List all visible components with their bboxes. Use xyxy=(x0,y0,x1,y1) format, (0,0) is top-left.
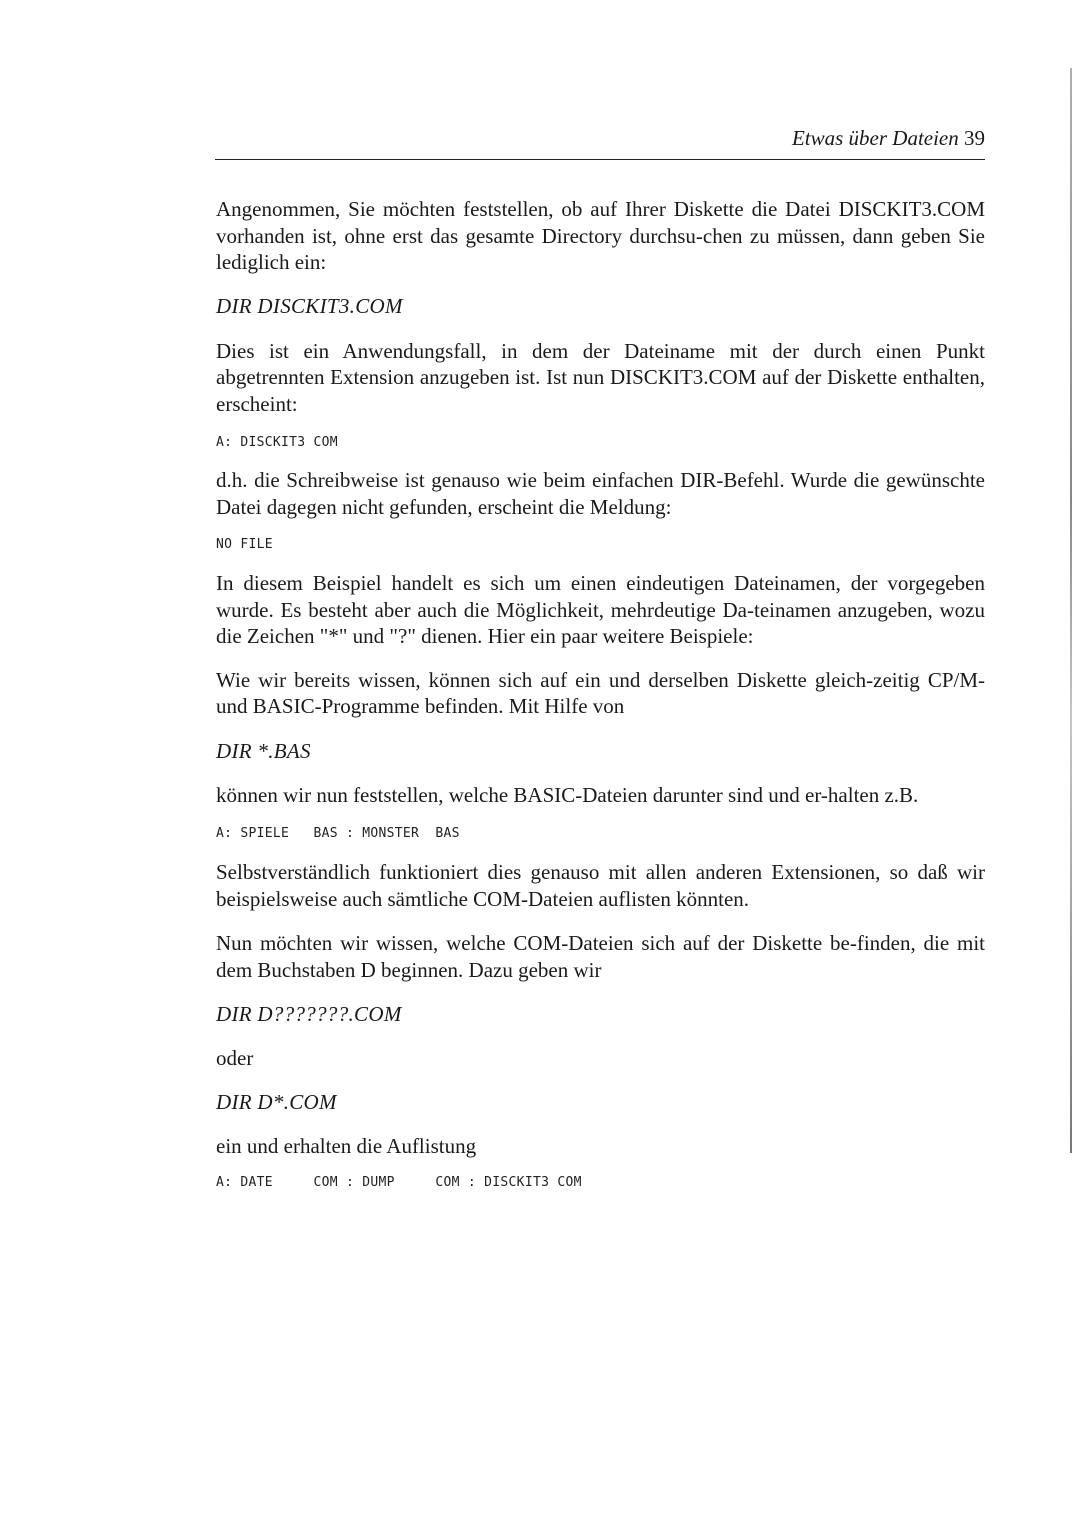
page-body xyxy=(216,196,985,1192)
paragraph-auflistung: ein und erhalten die Auflistung xyxy=(216,1133,477,1158)
output-no-file: NO FILE xyxy=(216,537,273,552)
page-number: 39 xyxy=(964,126,985,150)
paragraph-com-dateien: Nun möchten wir wissen, welche COM-Dateien sich auf der Diskette be-finden, die mit dem Buchstaben D beginnen. Dazu geben wir xyxy=(216,931,985,982)
command-dir-bas: DIR *.BAS xyxy=(216,738,311,763)
paragraph-basic-dateien: können wir nun feststellen, welche BASIC-Dateien darunter sind und er-halten z.B. xyxy=(216,782,919,807)
scan-edge-line xyxy=(1070,68,1072,1153)
command-dir-disckit3: DIR DISCKIT3.COM xyxy=(216,293,403,318)
command-dir-d-star: DIR D*.COM xyxy=(216,1089,337,1114)
paragraph-bereits-wissen: Wie wir bereits wissen, können sich auf ein und derselben Diskette gleich-zeitig CP/M- und BASIC-Programme befinden. Mit Hilfe von xyxy=(216,667,985,718)
output-date-dump-disckit3: A: DATE COM : DUMP COM : DISCKIT3 COM xyxy=(216,1175,582,1190)
output-disckit3: A: DISCKIT3 COM xyxy=(216,435,338,450)
command-dir-d-question: DIR D???????.COM xyxy=(216,1002,402,1026)
header-title: Etwas über Dateien xyxy=(791,126,959,150)
output-spiele-monster: A: SPIELE BAS : MONSTER BAS xyxy=(216,826,460,841)
header-rule xyxy=(215,159,985,160)
paragraph-beispiel: In diesem Beispiel handelt es sich um einen eindeutigen Dateinamen, der vorgegeben wurde. Es besteht aber auch die Möglichkeit, mehrdeutige Da-teinamen anzugeben, wozu die Zeichen "*" und "?" dienen. Hier ein paar weitere Beispiele: xyxy=(216,571,985,648)
paragraph-schreibweise: d.h. die Schreibweise ist genauso wie beim einfachen DIR-Befehl. Wurde die gewünschte Datei dagegen nicht gefunden, erscheint die Meldung: xyxy=(216,468,985,519)
paragraph-oder: oder xyxy=(216,1046,254,1070)
paragraph-intro: Angenommen, Sie möchten feststellen, ob auf Ihrer Diskette die Datei DISCKIT3.COM vorhanden ist, ohne erst das gesamte Directory durchsu-chen zu müssen, dann geben Sie lediglich ein: xyxy=(216,197,985,274)
paragraph-extensionen: Selbstverständlich funktioniert dies genauso mit allen anderen Extensionen, so daß wir beispielsweise auch sämtliche COM-Dateien auflisten könnten. xyxy=(216,860,985,911)
paragraph-anwendungsfall: Dies ist ein Anwendungsfall, in dem der Dateiname mit der durch einen Punkt abgetrennten Extension anzugeben ist. Ist nun DISCKIT3.COM auf der Diskette enthalten, erscheint: xyxy=(216,338,985,416)
running-header xyxy=(215,124,985,152)
